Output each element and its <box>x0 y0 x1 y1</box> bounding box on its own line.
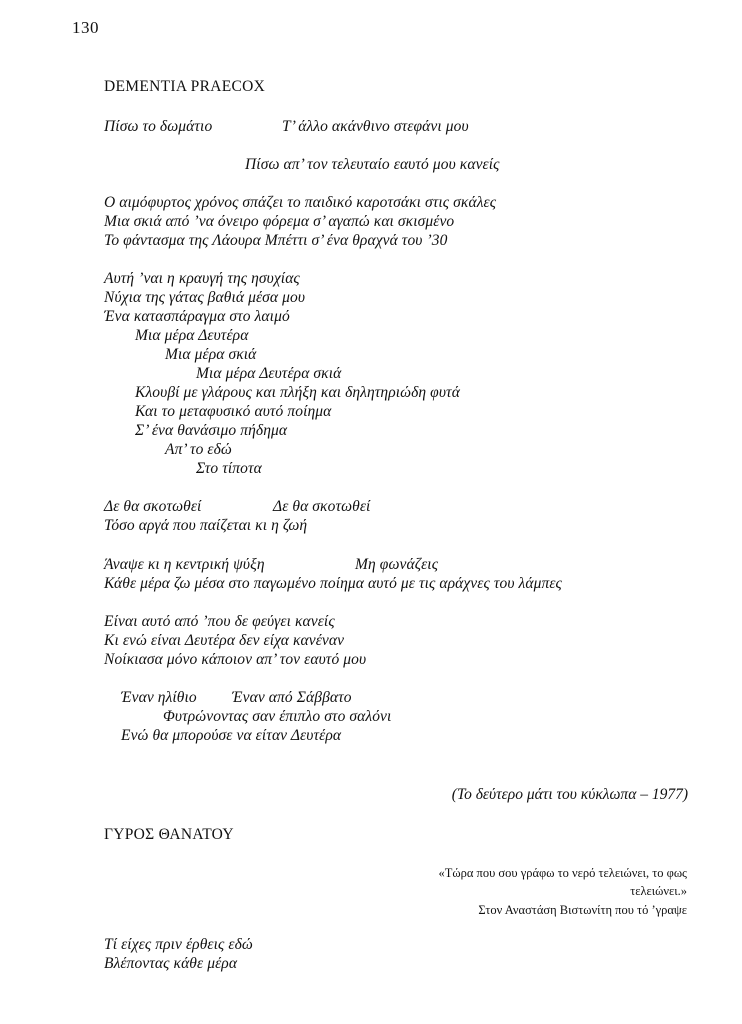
poem-line: Δε θα σκοτωθεί <box>273 498 371 515</box>
poem-line: Κι ενώ είναι Δευτέρα δεν είχα κανέναν <box>104 632 345 649</box>
poem-line: Μια σκιά από ’να όνειρο φόρεμα σ’ αγαπώ και σκισμένο <box>104 213 455 230</box>
poem-line: Φυτρώνοντας σαν έπιπλο στο σαλόνι <box>163 708 392 725</box>
poem-line: Το φάντασμα της Λάουρα Μπέττι σ’ ένα θραχνά του ’30 <box>104 232 448 249</box>
poem-line: Σ’ ένα θανάσιμο πήδημα <box>135 422 288 439</box>
poem-line: Μια μέρα Δευτέρα <box>135 327 249 344</box>
poem-line: Πίσω το δωμάτιο <box>104 118 213 135</box>
epigraph-line: «Τώρα που σου γράφω το νερό τελειώνει, το φως <box>438 866 687 880</box>
poem-line: Τί είχες πριν έρθεις εδώ <box>104 936 253 953</box>
poem-line: Είναι αυτό από ’που δε φεύγει κανείς <box>104 613 335 630</box>
poem-line: Κάθε μέρα ζω μέσα στο παγωμένο ποίημα αυτό με τις αράχνες του λάμπες <box>104 575 562 592</box>
poem-line: Άναψε κι η κεντρική ψύξη <box>104 556 265 573</box>
poem-line: Ένα κατασπάραγμα στο λαιμό <box>104 308 290 325</box>
poem-title-dementia-praecox: DEMENTIA PRAECOX <box>104 78 266 95</box>
poem-line: Μη φωνάζεις <box>355 556 439 573</box>
poem-line: Τόσο αργά που παίζεται κι η ζωή <box>104 517 308 534</box>
poem-line: Έναν ηλίθιο <box>121 689 197 706</box>
poem-line: Έναν από Σάββατο <box>232 689 352 706</box>
poem-line: Κλουβί με γλάρους και πλήξη και δηλητηριώδη φυτά <box>135 384 460 401</box>
poem-line: Μια μέρα σκιά <box>165 346 257 363</box>
dedication: Στον Αναστάση Βιστωνίτη που τό ’γραψε <box>478 903 687 917</box>
epigraph-line: τελειώνει.» <box>630 884 687 898</box>
poem-line: Πίσω απ’ τον τελευταίο εαυτό μου κανείς <box>245 156 500 173</box>
poem-line: Απ’ το εδώ <box>165 441 232 458</box>
poem-line: Ενώ θα μπορούσε να είταν Δευτέρα <box>121 727 342 744</box>
poem-title-gyros-thanatou: ΓΥΡΟΣ ΘΑΝΑΤΟΥ <box>104 826 234 843</box>
poem-line: Βλέποντας κάθε μέρα <box>104 955 238 972</box>
poem-line: Νοίκιασα μόνο κάποιον απ’ τον εαυτό μου <box>104 651 367 668</box>
poem-line: Στο τίποτα <box>196 460 262 477</box>
poem-line: Νύχια της γάτας βαθιά μέσα μου <box>104 289 306 306</box>
poem-line: Δε θα σκοτωθεί <box>104 498 202 515</box>
poem-line: Μια μέρα Δευτέρα σκιά <box>196 365 342 382</box>
poem-line: Ο αιμόφυρτος χρόνος σπάζει το παιδικό καροτσάκι στις σκάλες <box>104 194 497 211</box>
poem-line: Και το μεταφυσικό αυτό ποίημα <box>135 403 332 420</box>
poem-line: Αυτή ’ναι η κραυγή της ησυχίας <box>104 270 300 287</box>
page-number: 130 <box>72 18 99 37</box>
poem-source: (Το δεύτερο μάτι του κύκλωπα – 1977) <box>451 786 688 803</box>
poem-line: Τ’ άλλο ακάνθινο στεφάνι μου <box>282 118 469 135</box>
